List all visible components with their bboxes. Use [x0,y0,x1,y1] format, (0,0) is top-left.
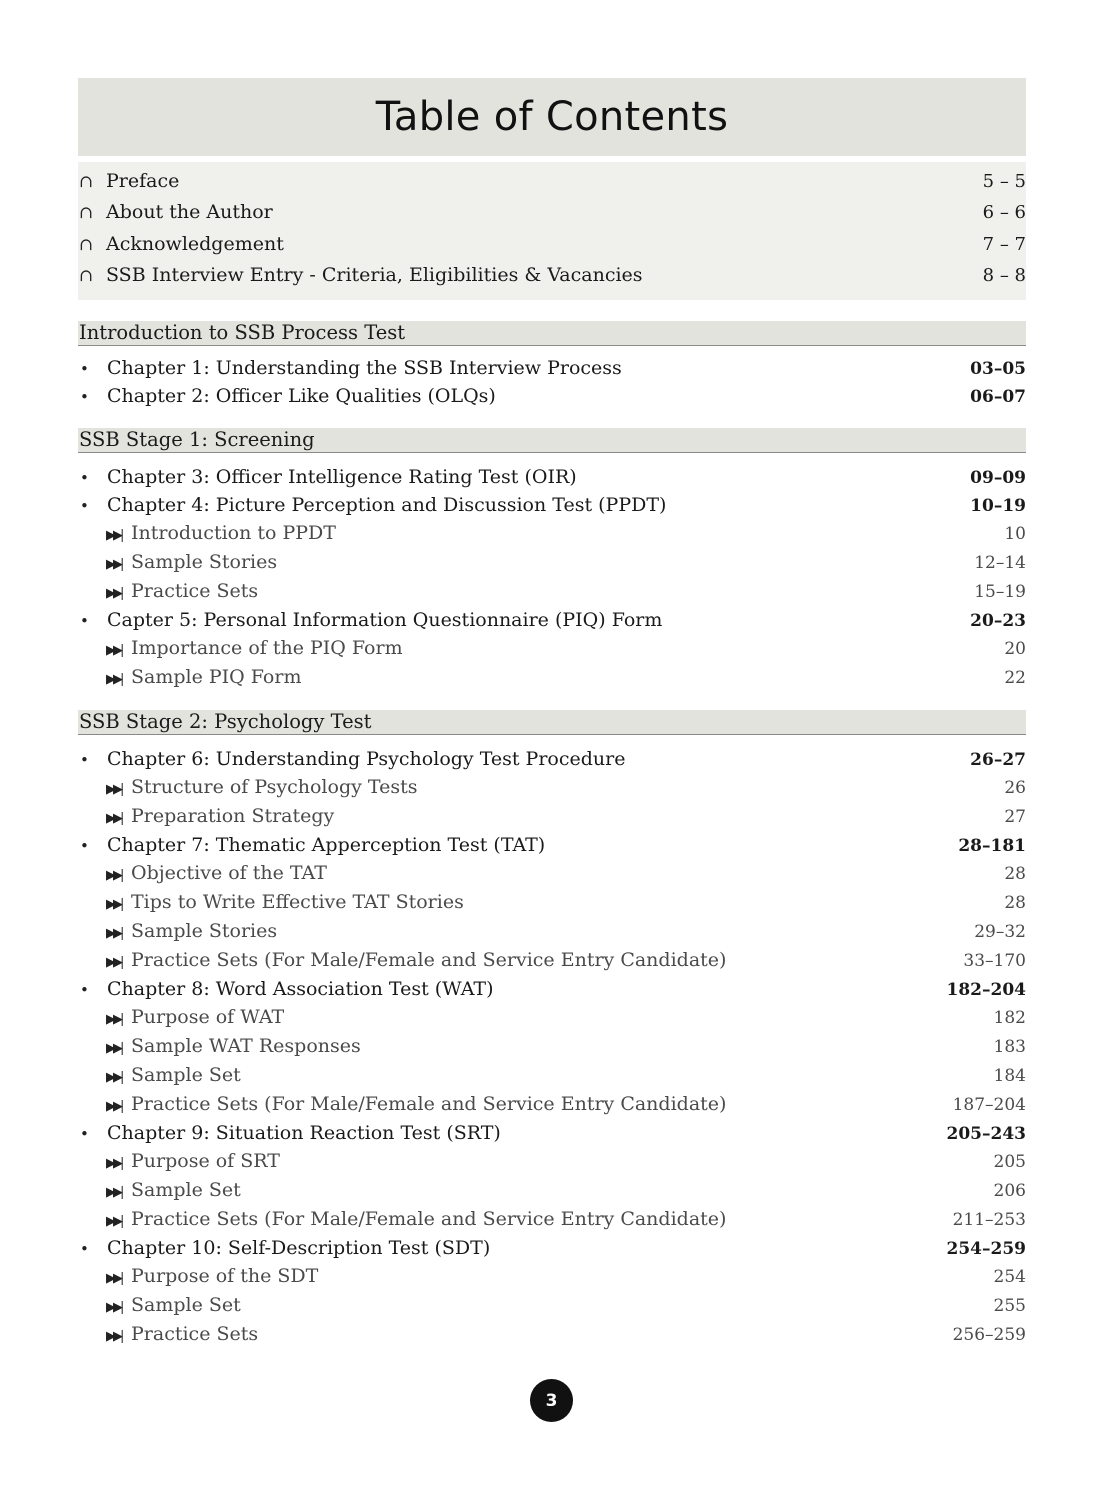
entry-label: Introduction to PPDT [131,522,336,545]
entry-label: Purpose of WAT [131,1006,285,1029]
bullet-icon: • [80,360,89,379]
entry-pages: 03–05 [970,359,1026,380]
entry-pages: 27 [1004,807,1026,828]
bullet-icon: • [80,981,89,1000]
headphones-icon: ∩ [79,203,94,224]
headphones-icon: ∩ [79,234,94,255]
entry-pages: 15–19 [974,582,1026,603]
entry-label: Sample Stories [131,920,278,943]
next-track-icon: ▶▶| [106,926,122,942]
chapter-item[interactable] [78,832,1026,860]
entry-label: Sample Set [131,1179,241,1202]
entry-pages: 6 – 6 [982,202,1026,224]
next-track-icon: ▶▶| [106,672,122,688]
subtopic-item[interactable] [78,1148,1026,1177]
next-track-icon: ▶▶| [106,1300,122,1316]
section-heading: Introduction to SSB Process Test [78,321,1026,346]
subtopic-item[interactable] [78,578,1026,607]
entry-pages: 26 [1004,778,1026,799]
entry-pages: 255 [993,1296,1026,1317]
bullet-icon: • [80,388,89,407]
entry-pages: 7 – 7 [982,233,1026,255]
subtopic-item[interactable] [78,1321,1026,1350]
entry-label: Chapter 9: Situation Reaction Test (SRT) [107,1122,501,1145]
entry-pages: 22 [1004,668,1026,689]
bullet-icon: • [80,612,89,631]
front-item[interactable] [78,229,1026,260]
entry-pages: 28 [1004,864,1026,885]
front-item[interactable] [78,197,1026,228]
next-track-icon: ▶▶| [106,897,122,913]
chapter-item[interactable] [78,607,1026,635]
next-track-icon: ▶▶| [106,1185,122,1201]
entry-label: Capter 5: Personal Information Questionnaire (PIQ) Form [107,609,663,632]
next-track-icon: ▶▶| [106,1012,122,1028]
entry-label: Sample Set [131,1064,241,1087]
subtopic-item[interactable] [78,1177,1026,1206]
entry-pages: 5 – 5 [982,171,1026,192]
entry-label: Chapter 2: Officer Like Qualities (OLQs) [107,385,496,408]
entry-label: Chapter 1: Understanding the SSB Interview Process [107,357,622,380]
next-track-icon: ▶▶| [106,643,122,659]
entry-pages: 205 [993,1152,1026,1173]
entry-label: Practice Sets [131,1323,259,1346]
headphones-icon: ∩ [79,265,94,286]
subtopic-item[interactable] [78,664,1026,693]
subtopic-item[interactable] [78,1292,1026,1321]
entry-pages: 10–19 [970,496,1026,517]
entry-pages: 28 [1004,893,1026,914]
front-item[interactable] [78,260,1026,291]
entry-pages: 09–09 [970,468,1026,489]
entry-label: Preparation Strategy [131,805,335,828]
entry-pages: 254 [993,1267,1026,1288]
section-heading: SSB Stage 1: Screening [78,428,1026,453]
entry-pages: 182–204 [946,980,1026,1001]
page-title: Table of Contents [375,94,729,140]
entry-label: Sample PIQ Form [131,666,302,689]
title-bar [78,78,1026,156]
entry-pages: 256–259 [952,1325,1026,1346]
subtopic-item[interactable] [78,549,1026,578]
chapter-item[interactable] [78,383,1026,411]
subtopic-item[interactable] [78,918,1026,947]
next-track-icon: ▶▶| [106,868,122,884]
entry-pages: 29–32 [974,922,1026,943]
entry-label: Practice Sets (For Male/Female and Service Entry Candidate) [131,949,727,972]
next-track-icon: ▶▶| [106,586,122,602]
entry-label: Chapter 10: Self-Description Test (SDT) [107,1237,491,1260]
entry-label: Sample Set [131,1294,241,1317]
chapter-item[interactable] [78,976,1026,1004]
subtopic-item[interactable] [78,947,1026,976]
entry-pages: 205–243 [946,1124,1026,1145]
page-number-badge: 3 [530,1379,573,1422]
entry-pages: 06–07 [970,387,1026,408]
chapter-item[interactable] [78,1120,1026,1148]
bullet-icon: • [80,1125,89,1144]
entry-label: Chapter 3: Officer Intelligence Rating Test (OIR) [107,466,577,489]
entry-label: Purpose of SRT [131,1150,280,1173]
chapter-item[interactable] [78,746,1026,774]
next-track-icon: ▶▶| [106,1070,122,1086]
entry-label: SSB Interview Entry - Criteria, Eligibilities & Vacancies [106,263,643,286]
section-heading: SSB Stage 2: Psychology Test [78,710,1026,735]
entry-label: Purpose of the SDT [131,1265,319,1288]
entry-pages: 211–253 [952,1210,1026,1231]
entry-pages: 26–27 [970,750,1026,771]
next-track-icon: ▶▶| [106,1271,122,1287]
entry-pages: 33–170 [963,951,1026,972]
front-item[interactable] [78,166,1026,197]
entry-label: Practice Sets [131,580,259,603]
subtopic-item[interactable] [78,520,1026,549]
entry-label: Practice Sets (For Male/Female and Service Entry Candidate) [131,1093,727,1116]
entry-label: Sample Stories [131,551,278,574]
subtopic-item[interactable] [78,803,1026,832]
entry-pages: 254–259 [946,1239,1026,1260]
entry-label: Structure of Psychology Tests [131,776,418,799]
next-track-icon: ▶▶| [106,1214,122,1230]
chapter-item[interactable] [78,492,1026,520]
entry-label: Chapter 4: Picture Perception and Discussion Test (PPDT) [107,494,667,517]
next-track-icon: ▶▶| [106,955,122,971]
subtopic-item[interactable] [78,1033,1026,1062]
next-track-icon: ▶▶| [106,557,122,573]
entry-label: Acknowledgement [106,232,284,255]
entry-label: Preface [106,170,180,192]
entry-label: Practice Sets (For Male/Female and Service Entry Candidate) [131,1208,727,1231]
subtopic-item[interactable] [78,1206,1026,1235]
subtopic-item[interactable] [78,635,1026,664]
entry-label: Chapter 8: Word Association Test (WAT) [107,978,494,1001]
next-track-icon: ▶▶| [106,528,122,544]
entry-label: Chapter 7: Thematic Apperception Test (TAT) [107,834,546,857]
subtopic-item[interactable] [78,1062,1026,1091]
bullet-icon: • [80,497,89,516]
entry-label: Tips to Write Effective TAT Stories [131,891,464,914]
next-track-icon: ▶▶| [106,1329,122,1345]
toc-page [78,78,1026,1350]
chapter-item[interactable] [78,464,1026,492]
entry-pages: 184 [993,1066,1026,1087]
entry-pages: 28–181 [958,836,1026,857]
entry-label: Importance of the PIQ Form [131,637,403,660]
subtopic-item[interactable] [78,774,1026,803]
subtopic-item[interactable] [78,1263,1026,1292]
entry-label: Sample WAT Responses [131,1035,361,1058]
entry-pages: 8 – 8 [982,264,1026,286]
entry-pages: 182 [993,1008,1026,1029]
headphones-icon: ∩ [79,172,94,192]
entry-label: Objective of the TAT [131,862,327,885]
bullet-icon: • [80,1240,89,1259]
next-track-icon: ▶▶| [106,1099,122,1115]
front-matter-list [78,162,1026,300]
entry-pages: 20–23 [970,611,1026,632]
entry-pages: 183 [993,1037,1026,1058]
next-track-icon: ▶▶| [106,782,122,798]
entry-pages: 20 [1004,639,1026,660]
entry-pages: 10 [1004,524,1026,545]
subtopic-item[interactable] [78,1091,1026,1120]
bullet-icon: • [80,469,89,488]
subtopic-item[interactable] [78,889,1026,918]
entry-pages: 187–204 [952,1095,1026,1116]
next-track-icon: ▶▶| [106,1041,122,1057]
bullet-icon: • [80,751,89,770]
entry-label: About the Author [106,201,273,224]
bullet-icon: • [80,837,89,856]
entry-label: Chapter 6: Understanding Psychology Test Procedure [107,748,626,771]
next-track-icon: ▶▶| [106,811,122,827]
subtopic-item[interactable] [78,1004,1026,1033]
chapter-item[interactable] [78,1235,1026,1263]
next-track-icon: ▶▶| [106,1156,122,1172]
subtopic-item[interactable] [78,860,1026,889]
entry-pages: 12–14 [974,553,1026,574]
chapter-item[interactable] [78,355,1026,383]
entry-pages: 206 [993,1181,1026,1202]
